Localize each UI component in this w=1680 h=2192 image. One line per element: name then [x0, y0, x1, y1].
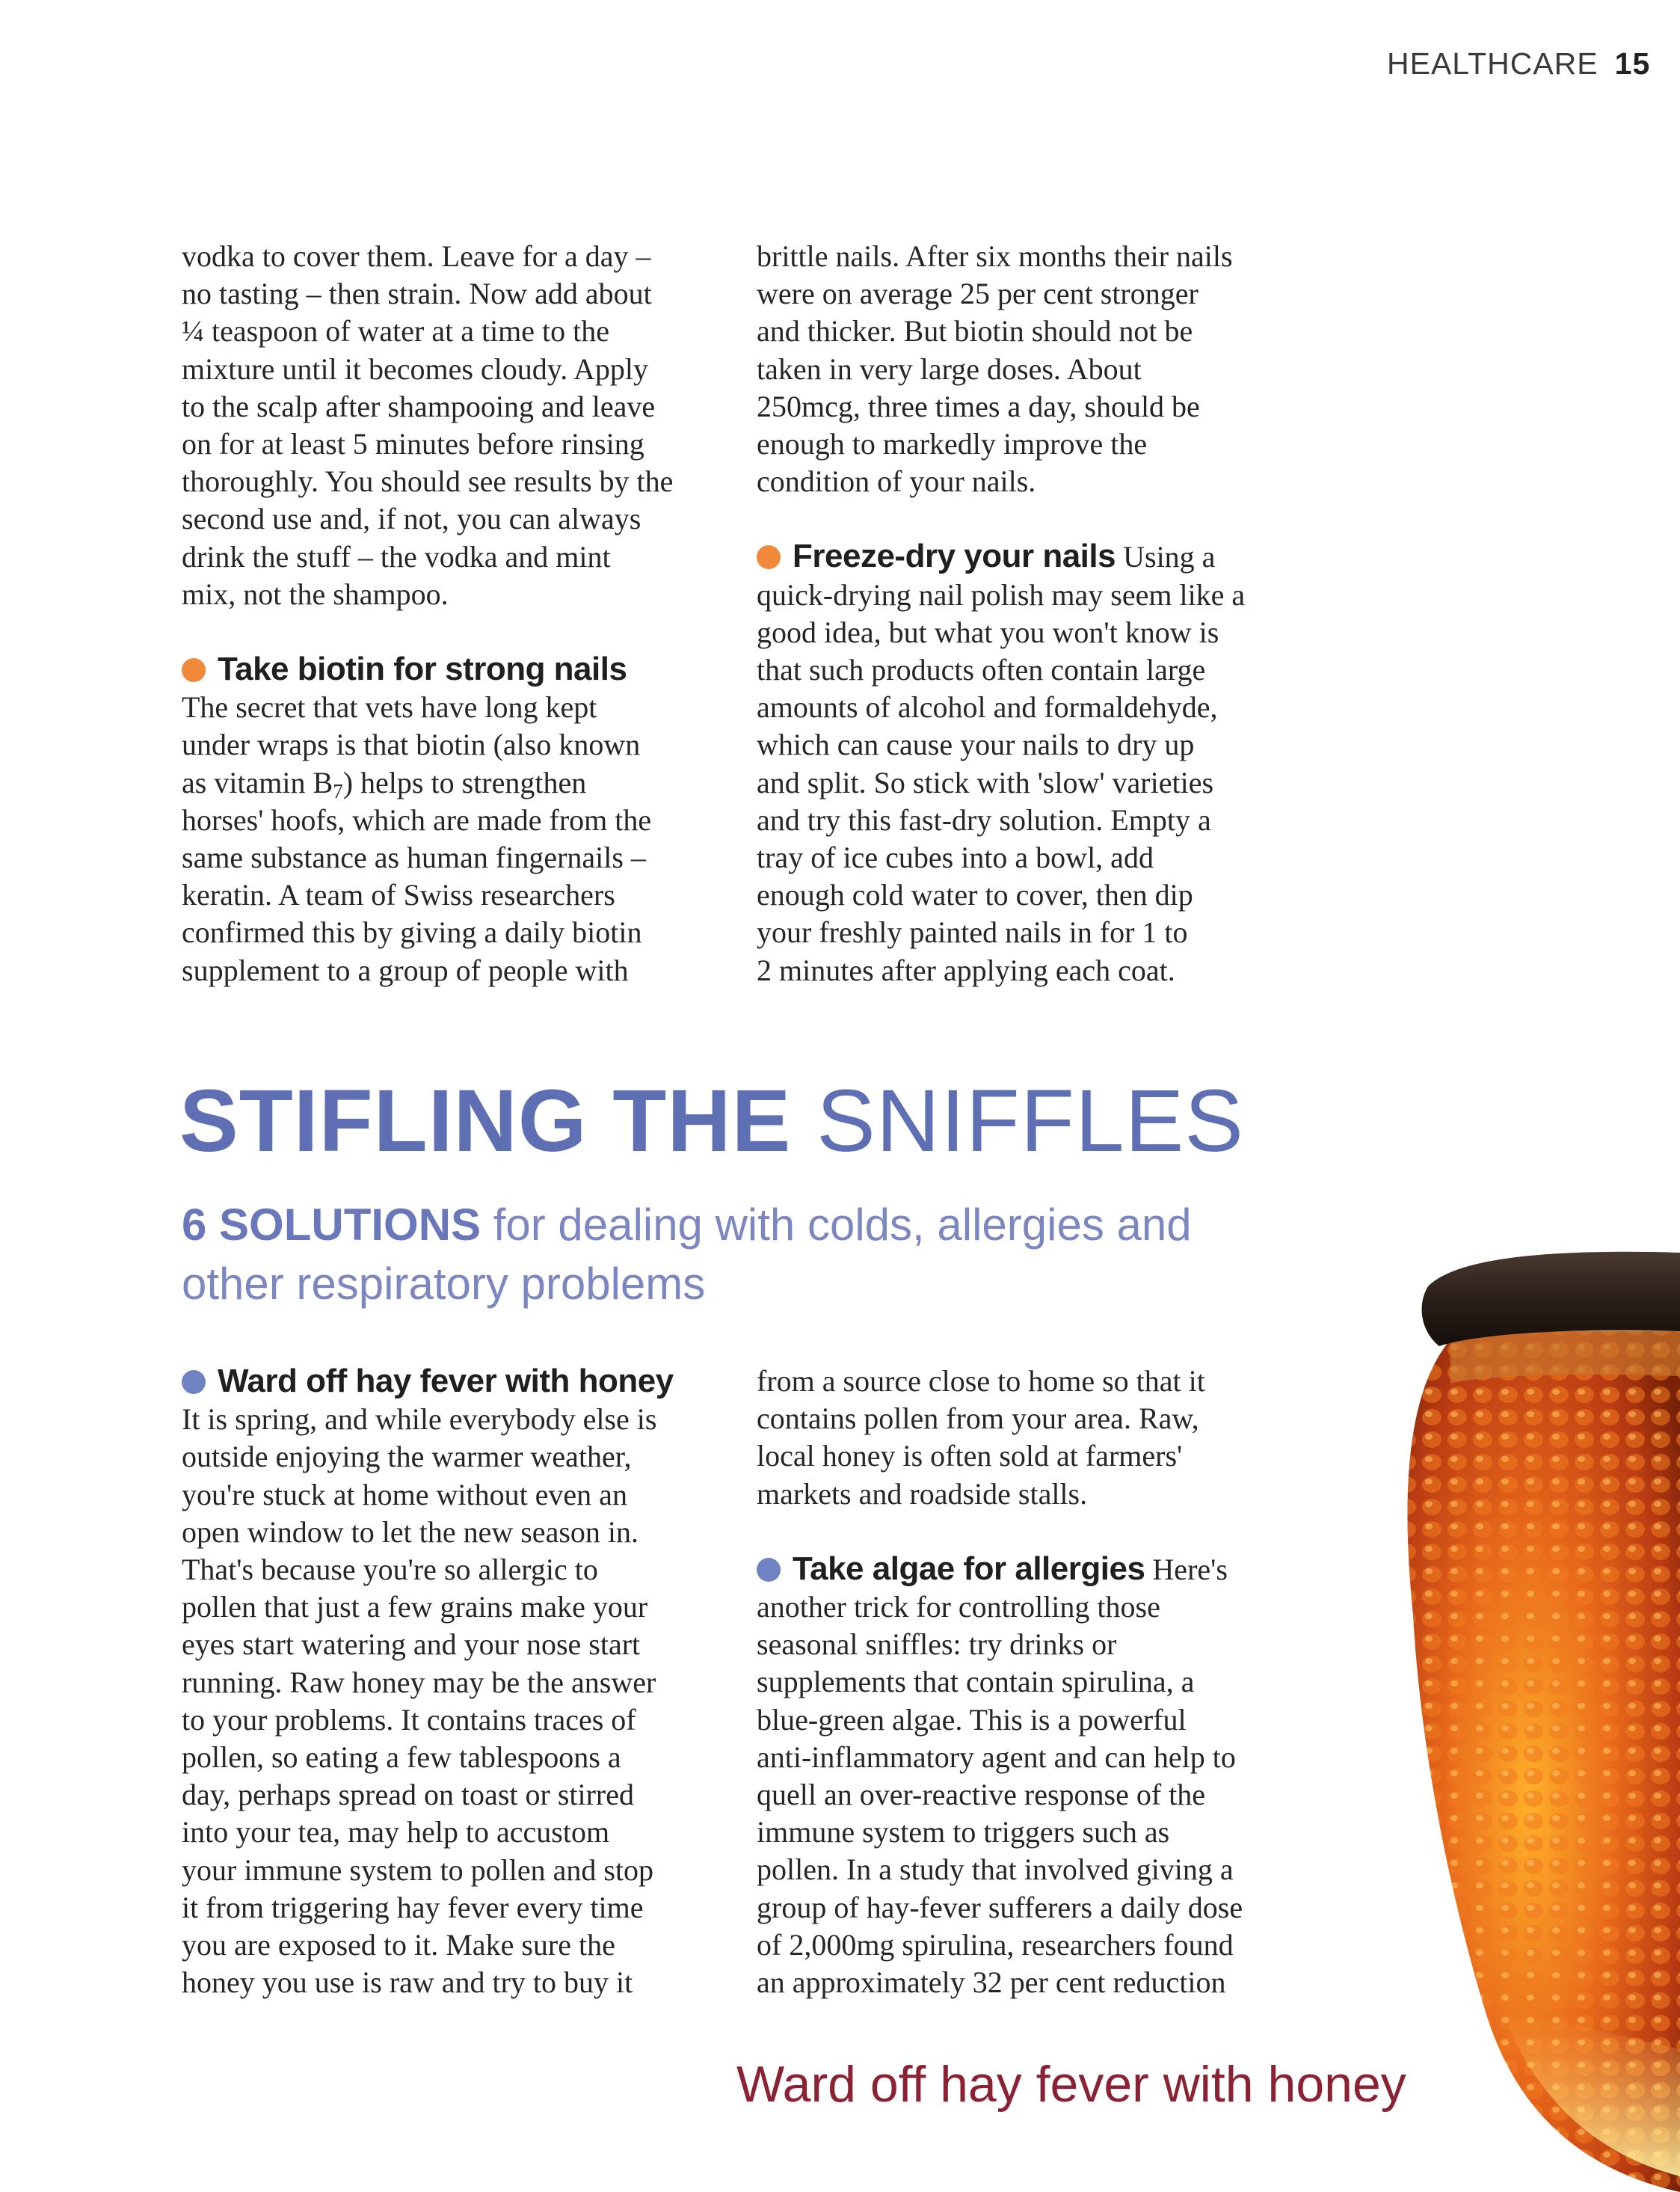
- orange-bullet-icon: [182, 658, 206, 682]
- text-line: of 2,000mg spirulina, researchers found: [757, 1927, 1234, 1962]
- text-line: second use and, if not, you can always: [182, 502, 641, 536]
- text-line: day, perhaps spread on toast or stirred: [182, 1778, 634, 1812]
- text-line: good idea, but what you won't know is: [757, 615, 1219, 649]
- text-line: immune system to triggers such as: [757, 1815, 1170, 1849]
- text-line: were on average 25 per cent stronger: [757, 277, 1199, 311]
- text-line: pollen, so eating a few tablespoons a: [182, 1740, 621, 1775]
- tip-heading-biotin: [182, 651, 735, 689]
- text-line: seasonal sniffles: try drinks or: [757, 1627, 1117, 1662]
- bottom-left-column: [182, 1363, 735, 2001]
- running-head: [1387, 46, 1651, 82]
- text-line: no tasting – then strain. Now add about: [182, 277, 652, 311]
- title-bold: STIFLING THE: [179, 1072, 792, 1170]
- text-line: thoroughly. You should see results by the: [182, 464, 674, 499]
- text-line: [182, 764, 735, 802]
- text-run: Using a: [1123, 540, 1216, 574]
- top-left-column: [182, 238, 735, 989]
- section-subtitle: [182, 1195, 1228, 1313]
- text-line: an approximately 32 per cent reduction: [757, 1965, 1226, 2000]
- text-line: vodka to cover them. Leave for a day –: [182, 239, 651, 273]
- text-line: supplements that contain spirulina, a: [757, 1665, 1195, 1699]
- heading-text: Take algae for allergies: [793, 1550, 1145, 1587]
- text-line: That's because you're so allergic to: [182, 1553, 598, 1587]
- text-line: 250mcg, three times a day, should be: [757, 389, 1200, 423]
- page-number: 15: [1614, 46, 1651, 81]
- text-line: taken in very large doses. About: [757, 351, 1142, 386]
- subtitle-line1: for dealing with colds, allergies and: [493, 1200, 1192, 1250]
- tip-heading-freeze-dry: [757, 538, 1340, 576]
- text-line: mixture until it becomes cloudy. Apply: [182, 351, 648, 386]
- bottom-right-column: [757, 1363, 1340, 2001]
- text-line: 2 minutes after applying each coat.: [757, 953, 1175, 987]
- text-line: you are exposed to it. Make sure the: [182, 1928, 615, 1962]
- text-line: that such products often contain large: [757, 653, 1206, 687]
- text-line: enough to markedly improve the: [757, 427, 1148, 461]
- text-line: markets and roadside stalls.: [757, 1476, 1088, 1511]
- text-line: It is spring, and while everybody else is: [182, 1402, 657, 1437]
- text-line: your immune system to pollen and stop: [182, 1852, 654, 1887]
- text-line: which can cause your nails to dry up: [757, 728, 1195, 762]
- text-run: Here's: [1152, 1552, 1228, 1586]
- title-light: SNIFFLES: [816, 1072, 1244, 1170]
- tip-heading-honey: [182, 1363, 735, 1401]
- text-line: running. Raw honey may be the answer: [182, 1665, 656, 1699]
- text-line: group of hay-fever sufferers a daily dose: [757, 1890, 1243, 1924]
- text-line: quick-drying nail polish may seem like a: [757, 577, 1246, 612]
- text-line: pollen. In a study that involved giving a: [757, 1852, 1234, 1887]
- text-line: tray of ice cubes into a bowl, add: [757, 841, 1154, 875]
- text-line: another trick for controlling those: [757, 1590, 1160, 1624]
- text-line: anti-inflammatory agent and can help to: [757, 1740, 1236, 1774]
- orange-bullet-icon: [757, 545, 781, 569]
- text-line: your freshly painted nails in for 1 to: [757, 915, 1188, 950]
- text-line: same substance as human fingernails –: [182, 841, 646, 875]
- text-line: into your tea, may help to accustom: [182, 1815, 610, 1849]
- text-line: to the scalp after shampooing and leave: [182, 389, 656, 423]
- section-label: HEALTHCARE: [1387, 46, 1599, 81]
- subscript: 7: [333, 779, 343, 802]
- text-line: quell an over-reactive response of the: [757, 1778, 1206, 1812]
- text-line: from a source close to home so that it: [757, 1364, 1205, 1398]
- text-line: and try this fast-dry solution. Empty a: [757, 802, 1211, 837]
- text-line: honey you use is raw and try to buy it: [182, 1965, 633, 2000]
- text-line: brittle nails. After six months their nails: [757, 239, 1233, 273]
- heading-text: Take biotin for strong nails: [218, 651, 627, 688]
- text-line: pollen that just a few grains make your: [182, 1590, 648, 1624]
- top-right-column: [757, 238, 1340, 989]
- text-line: blue-green algae. This is a powerful: [757, 1702, 1187, 1737]
- text-run: as vitamin B: [182, 765, 333, 799]
- text-line: contains pollen from your area. Raw,: [757, 1402, 1199, 1436]
- text-line: and split. So stick with 'slow' varieties: [757, 765, 1214, 799]
- text-line: under wraps is that biotin (also known: [182, 728, 641, 762]
- text-line: it from triggering hay fever every time: [182, 1890, 644, 1924]
- heading-text: Freeze-dry your nails: [793, 538, 1116, 575]
- text-line: drink the stuff – the vodka and mint: [182, 539, 611, 574]
- tip-heading-algae: [757, 1550, 1340, 1588]
- text-line: confirmed this by giving a daily biotin: [182, 915, 642, 950]
- section-title: [179, 1072, 1376, 1170]
- heading-text: Ward off hay fever with honey: [218, 1363, 674, 1399]
- text-run: ) helps to strengthen: [342, 765, 587, 799]
- text-line: mix, not the shampoo.: [182, 577, 449, 611]
- text-line: outside enjoying the warmer weather,: [182, 1440, 632, 1474]
- text-line: local honey is often sold at farmers': [757, 1439, 1183, 1473]
- text-line: horses' hoofs, which are made from the: [182, 802, 652, 837]
- honey-jar-image: [1368, 1227, 1680, 2192]
- text-line: keratin. A team of Swiss researchers: [182, 878, 615, 912]
- text-line: on for at least 5 minutes before rinsing: [182, 427, 644, 461]
- image-caption: Ward off hay fever with honey: [736, 2056, 1406, 2113]
- text-line: and thicker. But biotin should not be: [757, 314, 1193, 349]
- subtitle-bold: 6 SOLUTIONS: [182, 1200, 481, 1250]
- blue-bullet-icon: [182, 1370, 206, 1394]
- text-line: you're stuck at home without even an: [182, 1477, 627, 1511]
- text-line: eyes start watering and your nose start: [182, 1627, 641, 1662]
- text-line: supplement to a group of people with: [182, 953, 629, 987]
- text-line: to your problems. It contains traces of: [182, 1702, 636, 1737]
- text-line: amounts of alcohol and formaldehyde,: [757, 690, 1218, 725]
- text-line: enough cold water to cover, then dip: [757, 878, 1193, 912]
- blue-bullet-icon: [757, 1558, 781, 1582]
- text-line: open window to let the new season in.: [182, 1514, 639, 1549]
- text-line: ¼ teaspoon of water at a time to the: [182, 314, 610, 349]
- text-line: The secret that vets have long kept: [182, 690, 597, 725]
- text-line: condition of your nails.: [757, 464, 1036, 499]
- subtitle-line2: other respiratory problems: [182, 1259, 706, 1309]
